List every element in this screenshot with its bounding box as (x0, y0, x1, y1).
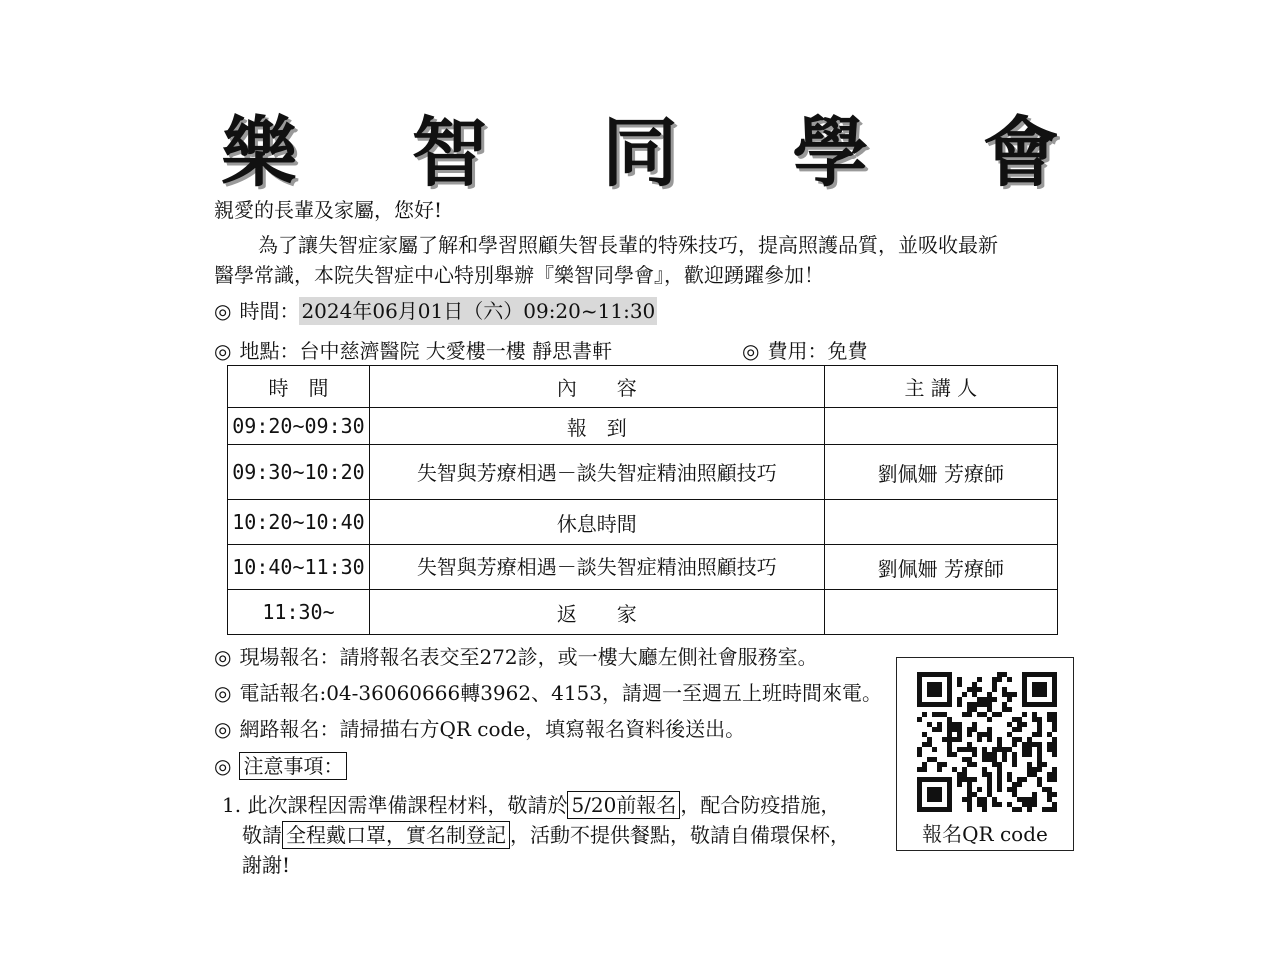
greeting: 親愛的長輩及家屬，您好! (214, 198, 443, 222)
qr-label: 報名QR code (922, 822, 1048, 846)
qr-code-icon[interactable] (917, 672, 1057, 812)
note-deadline: 5/20前報名 (567, 791, 680, 819)
bullet-mark: ◎ (214, 717, 232, 741)
note-number: 1. (222, 793, 242, 817)
row-speaker: 劉佩姍 芳療師 (824, 545, 1057, 590)
bullet-mark: ◎ (214, 299, 232, 323)
row-time: 10:20~10:40 (228, 500, 370, 545)
table-row (228, 590, 1058, 635)
header-content: 內 容 (369, 366, 824, 408)
notes-heading (214, 753, 347, 779)
table-row (228, 408, 1058, 445)
row-speaker (824, 408, 1057, 445)
row-content: 報 到 (369, 408, 824, 445)
intro-line-1: 為了讓失智症家屬了解和學習照顧失智長輩的特殊技巧，提高照護品質，並吸收最新 (258, 233, 998, 257)
note-line-2 (242, 822, 850, 848)
bullet-mark: ◎ (742, 339, 760, 363)
qr-code-panel (896, 657, 1074, 851)
note-line-3: 謝謝! (242, 853, 291, 877)
time-value: 2024年06月01日（六）09:20~11:30 (301, 299, 656, 323)
row-content: 失智與芳療相遇－談失智症精油照顧技巧 (369, 545, 824, 590)
online-registration (214, 716, 745, 742)
row-time: 09:20~09:30 (228, 408, 370, 445)
row-speaker (824, 590, 1057, 635)
online-text: 網路報名：請掃描右方QR code，填寫報名資料後送出。 (239, 717, 746, 741)
schedule-table (227, 365, 1058, 635)
phone-text: 電話報名:04-36060666轉3962、4153，請週一至週五上班時間來電。 (239, 681, 882, 705)
time-info (214, 298, 657, 324)
note-text: ，活動不提供餐點，敬請自備環保杯， (510, 823, 850, 847)
table-row (228, 545, 1058, 590)
venue-label: 地點： (239, 339, 300, 363)
row-speaker: 劉佩姍 芳療師 (824, 445, 1057, 500)
notes-label: 注意事項： (239, 752, 347, 780)
page-title: 樂 智 同 學 會 (221, 108, 1103, 197)
row-content: 失智與芳療相遇－談失智症精油照顧技巧 (369, 445, 824, 500)
row-content: 返 家 (369, 590, 824, 635)
bullet-mark: ◎ (214, 754, 232, 778)
note-text: 敬請 (242, 823, 282, 847)
header-speaker: 主 講 人 (824, 366, 1057, 408)
fee-label: 費用： (767, 339, 828, 363)
row-speaker (824, 500, 1057, 545)
onsite-text: 現場報名：請將報名表交至272診，或一樓大廳左側社會服務室。 (239, 645, 818, 669)
table-row (228, 500, 1058, 545)
bullet-mark: ◎ (214, 339, 232, 363)
row-content: 休息時間 (369, 500, 824, 545)
fee-info (742, 338, 867, 364)
table-row (228, 445, 1058, 500)
bullet-mark: ◎ (214, 681, 232, 705)
note-text: ，配合防疫措施， (680, 793, 841, 817)
intro-line-2: 醫學常識，本院失智症中心特別舉辦『樂智同學會』，歡迎踴躍參加！ (214, 263, 824, 287)
table-header-row (228, 366, 1058, 408)
header-time: 時 間 (228, 366, 370, 408)
onsite-registration (214, 644, 818, 670)
note-line-1 (222, 792, 840, 818)
phone-registration (214, 680, 882, 706)
row-time: 11:30~ (228, 590, 370, 635)
row-time: 09:30~10:20 (228, 445, 370, 500)
time-label: 時間： (239, 299, 300, 323)
venue-value: 台中慈濟醫院 大愛樓一樓 靜思書軒 (299, 339, 613, 363)
fee-value: 免費 (827, 339, 868, 363)
venue-info (214, 338, 612, 364)
note-mask-rule: 全程戴口罩，實名制登記 (282, 821, 510, 849)
bullet-mark: ◎ (214, 645, 232, 669)
note-text: 此次課程因需準備課程材料，敬請於 (247, 793, 568, 817)
row-time: 10:40~11:30 (228, 545, 370, 590)
